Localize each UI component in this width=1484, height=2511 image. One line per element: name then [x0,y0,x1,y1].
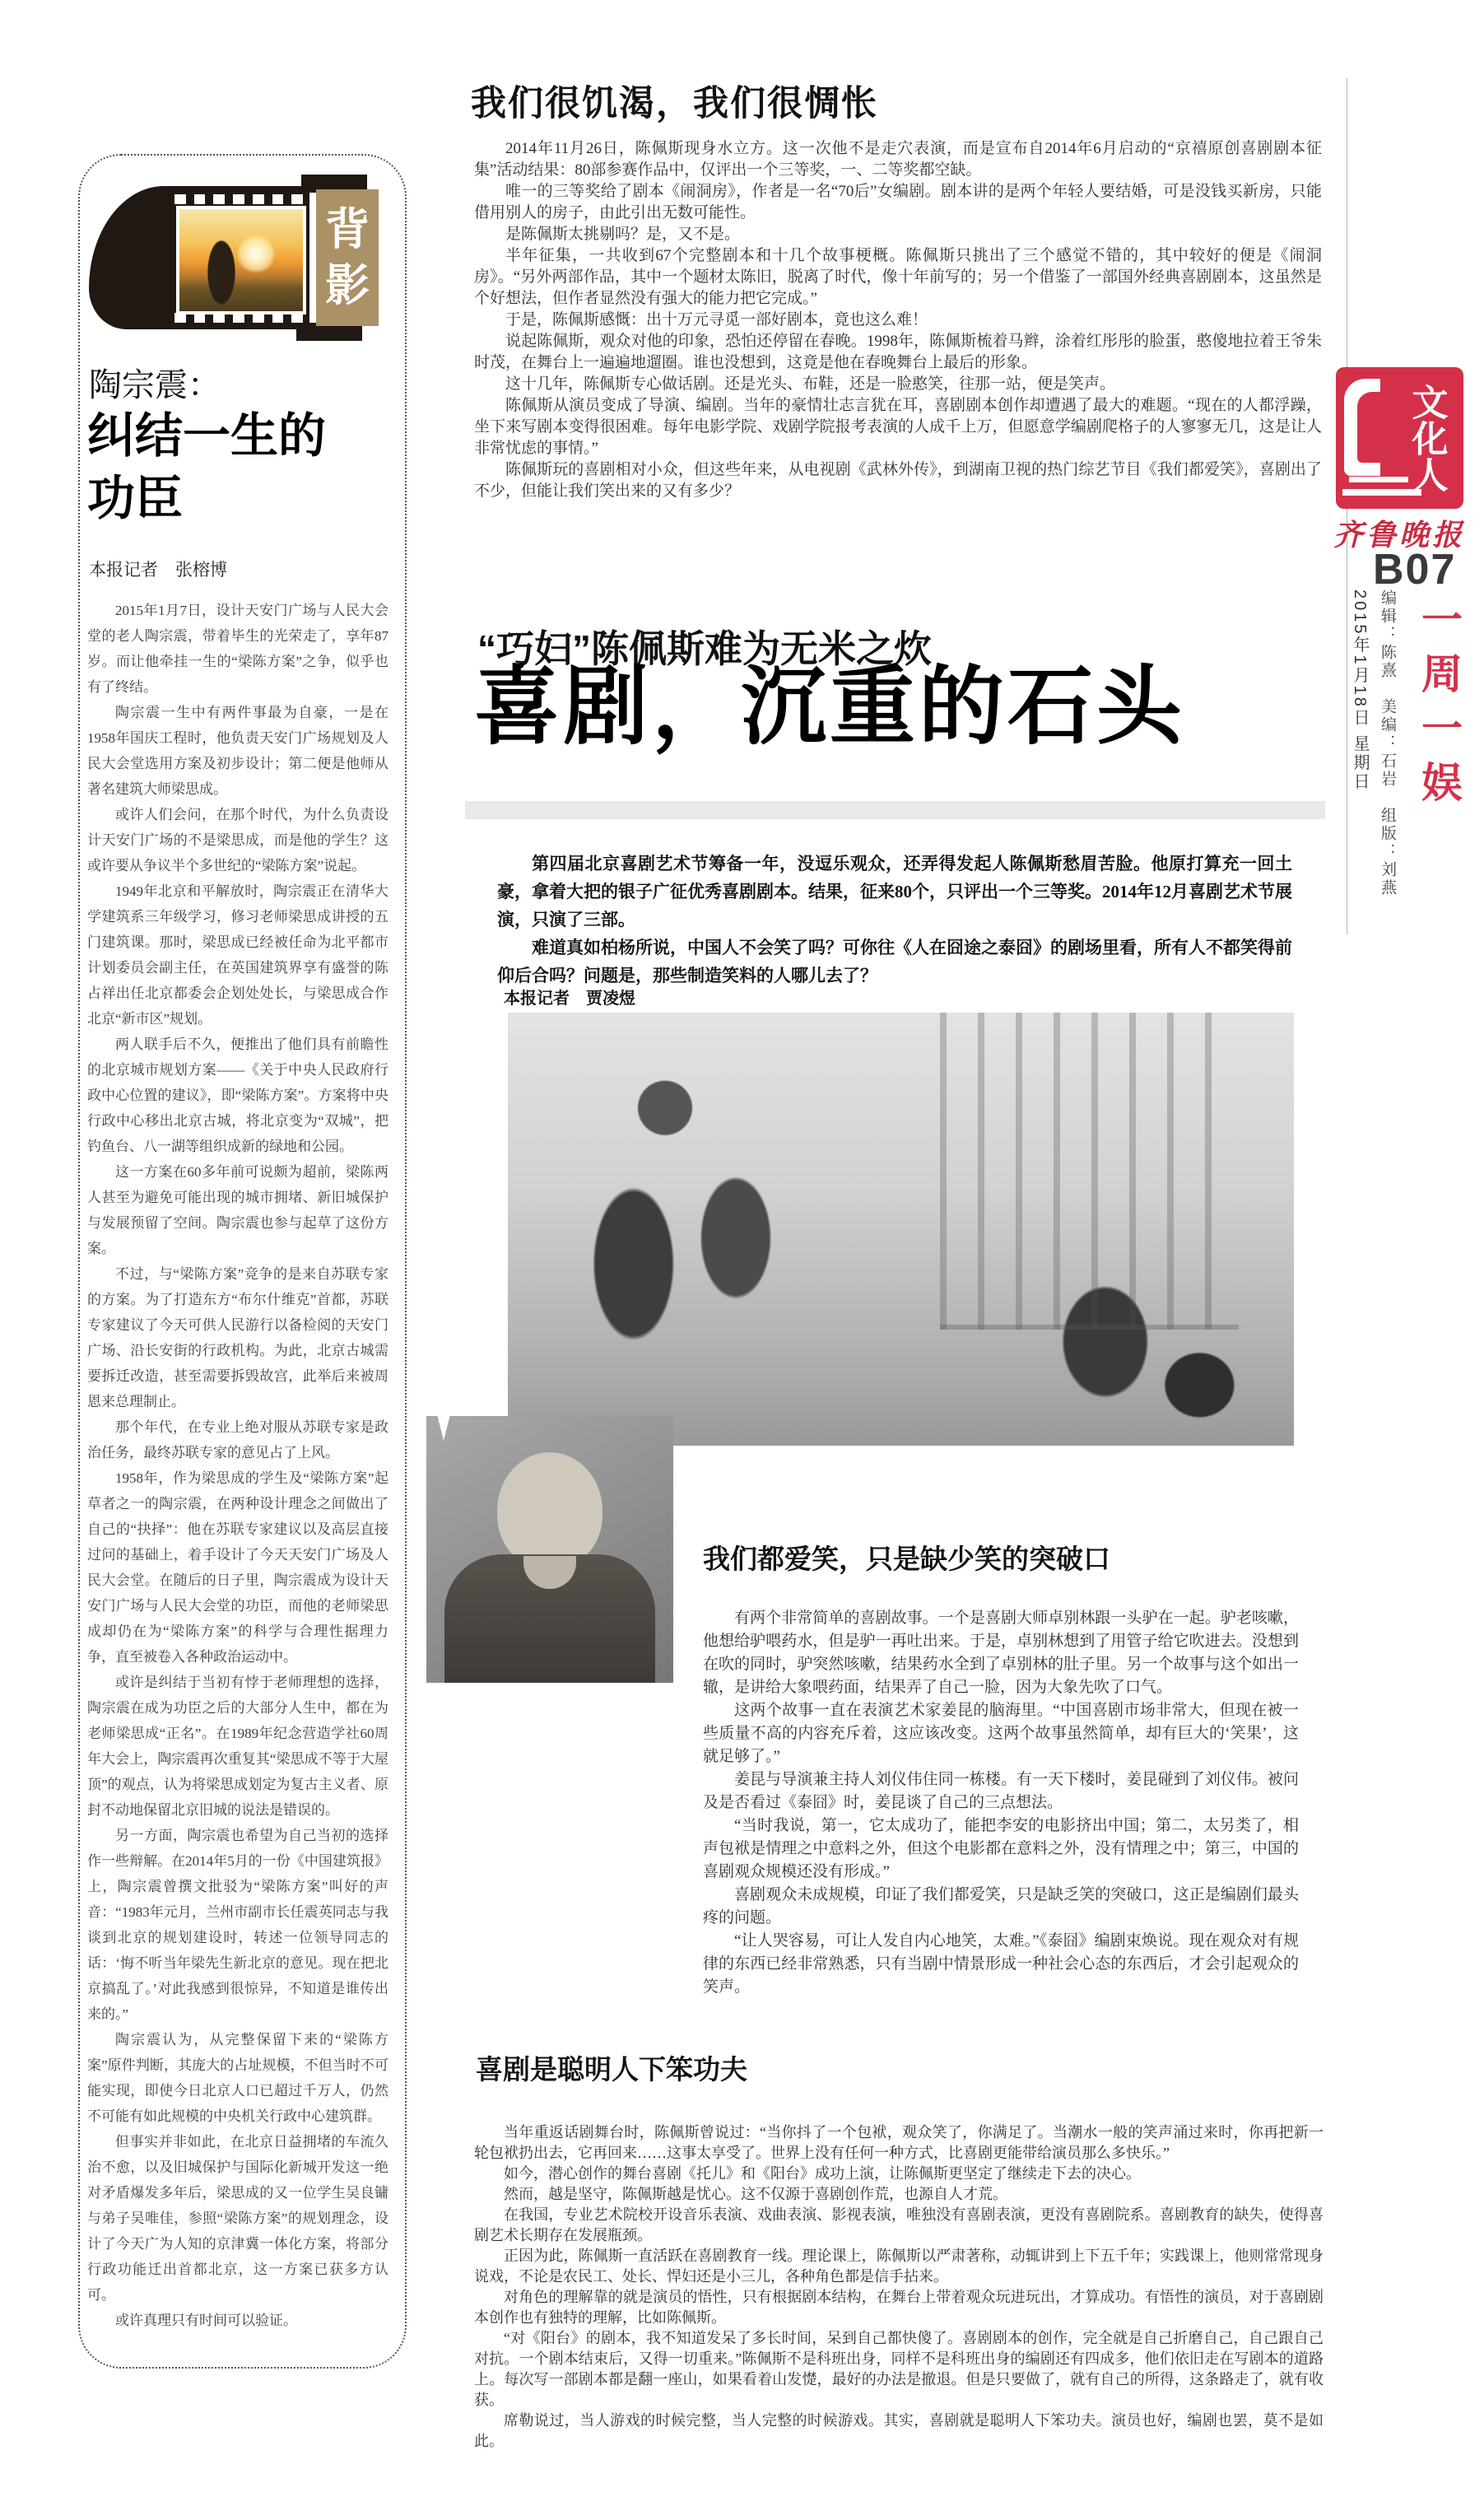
top-article-body [474,138,1322,571]
culture-section-logo [1336,367,1463,509]
paragraph: 这两个故事一直在表演艺术家姜昆的脑海里。“中国喜剧市场非常大，但现在被一些质量不高的内容充斥着，这应该改变。这两个故事虽然简单，却有巨大的‘笑果’，这就足够了。” [703,1702,1299,1765]
sidebar-title-line2: 功臣 [87,472,184,525]
portrait-head [497,1452,602,1569]
paragraph: 陶宗震认为，从完整保留下来的“梁陈方案”原件判断，其庞大的占址规模，不但当时不可能实现，即使今日北京人口已超过千万人，仍然不可能有如此规模的中央机关行政中心建筑群。 [87,2032,388,2124]
stage-performance-photo [508,1013,1294,1446]
paragraph: 在我国，专业艺术院校开设音乐表演、戏曲表演、影视表演，唯独没有喜剧表演，更没有喜剧院系。喜剧教育的缺失，使得喜剧艺术长期存在发展瓶颈。 [474,2206,1324,2243]
paragraph: 半年征集，一共收到67个完整剧本和十几个故事梗概。陈佩斯只挑出了三个感觉不错的，其中较好的便是《闹洞房》。“另外两部作品，其中一个题材太陈旧，脱离了时代，像十年前写的；另一个借鉴了一部国外经典喜剧剧本，这虽然是个好想法，但作者显然没有强大的能力把它完成。” [474,247,1322,307]
paragraph: 2015年1月7日，设计天安门广场与人民大会堂的老人陶宗震，带着毕生的光荣走了，享年87岁。而让他牵挂一生的“梁陈方案”之争，似乎也有了终结。 [87,603,388,695]
paragraph: 如今，潜心创作的舞台喜剧《托儿》和《阳台》成功上演，让陈佩斯更坚定了继续走下去的决心。 [504,2165,1141,2182]
paragraph: 姜昆与导演兼主持人刘仪伟住同一栋楼。有一天下楼时，姜昆碰到了刘仪伟。被问及是否看过《泰囧》时，姜昆谈了自己的三点想法。 [703,1771,1299,1811]
publication-date: 2015年1月18日 星期日 [1351,589,1369,792]
beiying-label-panel [316,189,379,326]
paragraph: 对角色的理解靠的就是演员的悟性，只有根据剧本结构，在舞台上带着观众玩进玩出，才算成功。有悟性的演员，对于喜剧剧本创作也有独特的理解，比如陈佩斯。 [474,2289,1324,2326]
section1-body [703,1607,1299,2029]
column-tab-weekly-entertainment: 一周一娱 [1416,598,1462,815]
paragraph: 陈佩斯从演员变成了导演、编剧。当年的豪情壮志言犹在耳，喜剧剧本创作却遭遇了最大的难题。“现在的人都浮躁，坐下来写剧本变得很困难。每年电影学院、戏剧学院报考表演的人成千上万，但愿意学编剧爬格子的人寥寥无几，这是让人非常忧虑的事情。” [474,397,1322,457]
paragraph: 席勒说过，当人游戏的时候完整，当人完整的时候游戏。其实，喜剧就是聪明人下笨功夫。演员也好，编剧也罢，莫不是如此。 [474,2412,1324,2449]
paragraph: 正因为此，陈佩斯一直活跃在喜剧教育一线。理论课上，陈佩斯以严肃著称，动辄讲到上下五千年；实践课上，他则常常现身说戏，不论是农民工、处长、悍妇还是小三儿，各种角色都是信手拈来。 [474,2248,1324,2285]
paragraph: 但事实并非如此，在北京日益拥堵的车流久治不愈，以及旧城保护与国际化新城开发这一绝对矛盾爆发多年后，梁思成的又一位学生吴良镛与弟子吴唯佳，参照“梁陈方案”的规划理念，设计了今天广为人知的京津冀一体化方案，将部分行政功能迁出首都北京，这一方案已获多方认可。 [87,2134,388,2303]
paragraph: 当年重返话剧舞台时，陈佩斯曾说过：“当你抖了一个包袱，观众笑了，你满足了。当潮水一般的笑声涌过来时，你再把新一轮包袱扔出去，它再回来……这事太享受了。世界上没有任何一种方式，比喜剧更能带给演员那么多快乐。” [474,2124,1324,2161]
feature-headline: 喜剧，沉重的石头 [474,660,1186,755]
section2-heading: 喜剧是聪明人下笨功夫 [476,2054,747,2085]
beiying-char-2: 影 [325,261,370,310]
sidebar-article-body [87,598,388,2343]
paragraph: 1949年北京和平解放时，陶宗震正在清华大学建筑系三年级学习，修习老师梁思成讲授的五门建筑课。那时，梁思成已经被任命为北平都市计划委员会副主任，在英国建筑界享有盛誉的陈占祥出任北京都委会企划处处长，与梁思成合作北京“新市区”规划。 [87,883,388,1027]
culture-logo-text: 文化人 [1406,384,1447,492]
paragraph: 陶宗震一生中有两件事最为自豪，一是在1958年国庆工程时，他负责天安门广场规划及人民大会堂选用方案及初步设计；第二便是他师从著名建筑大师梁思成。 [87,705,388,797]
paragraph: “对《阳台》的剧本，我不知道发呆了多长时间，呆到自己都快傻了。喜剧剧本的创作，完全就是自己折磨自己，自己跟自己对抗。一个剧本结束后，又得一切重来。”陈佩斯不是科班出身，同样不是科班出身的编剧还有四成多，他们依旧走在写剧本的道路上。每次写一部剧本都是翻一座山，如果看着山发憷，最好的办法是撤退。但是只要做了，就有自己的所得，这条路走了，就有收获。 [474,2330,1324,2408]
paragraph: “当时我说，第一，它太成功了，能把李安的电影挤出中国；第二，太另类了，相声包袱是情理之中意料之外，但这个电影都在意料之外，没有情理之中；第三，中国的喜剧观众规模还没有形成。” [703,1817,1299,1880]
paragraph: 有两个非常简单的喜剧故事。一个是喜剧大师卓别林跟一头驴在一起。驴老咳嗽，他想给驴喂药水，但是驴一再吐出来。于是，卓别林想到了用管子给它吹进去。没想到在吹的同时，驴突然咳嗽，结果药水全到了卓别林的肚子里。另一个故事与这个如出一辙，是讲给大象喂药面，结果弄了自己一脸，因为大象先吹了口气。 [703,1610,1299,1696]
sidebar-title-prefix: 陶宗震： [89,367,221,403]
paragraph: 那个年代，在专业上绝对服从苏联专家是政治任务，最终苏联专家的意见占了上风。 [87,1419,388,1460]
paragraph: 喜剧观众未成规模，印证了我们都爱笑，只是缺乏笑的突破口，这正是编剧们最头疼的问题。 [703,1886,1299,1926]
book-base-line-2 [1349,477,1408,482]
page-number: B07 [1373,546,1457,594]
beiying-column-logo [89,175,379,341]
beiying-char-1: 背 [325,205,370,254]
top-article-headline: 我们很饥渴，我们很惆怅 [471,84,878,123]
paragraph: 另一方面，陶宗震也希望为自己当初的选择作一些辩解。在2014年5月的一份《中国建筑报》上，陶宗震曾撰文批驳为“梁陈方案”叫好的声音：“1983年元月，兰州市副市长任震英同志与我谈到北京的规划建设时，转述一位领导同志的话：‘悔不听当年梁先生新北京的意见。现在把北京搞乱了。’对此我感到很惊异，不知道是谁传出来的。” [87,1828,388,2022]
section2-body [474,2122,1324,2495]
paragraph: 不过，与“梁陈方案”竞争的是来自苏联专家的方案。为了打造东方“布尔什维克”首都，苏联专家建议了今天可供人民游行以备检阅的天安门广场、沿长安街的行政机构。为此，北京古城需要拆迁改造，甚至需要拆毁故宫，此举后来被周恩来总理制止。 [87,1266,388,1409]
paragraph: 这一方案在60多年前可说颇为超前，梁陈两人甚至为避免可能出现的城市拥堵、新旧城保护与发展预留了空间。陶宗震也参与起草了这份方案。 [87,1164,388,1256]
paragraph: 这十几年，陈佩斯专心做话剧。还是光头、布鞋，还是一脸憨笑，往那一站，便是笑声。 [505,375,1116,393]
feature-byline: 本报记者 贾凌煜 [504,990,635,1008]
sidebar-title-line1: 纠结一生的 [87,409,327,463]
book-page-inner-shape [1357,392,1380,463]
paragraph: 唯一的三等奖给了剧本《闹洞房》，作者是一名“70后”女编剧。剧本讲的是两个年轻人要结婚，可是没钱买新房，只能借用别人的房子，由此引出无数可能性。 [474,183,1322,221]
feature-kicker: “巧妇”陈佩斯难为无米之炊 [477,627,932,670]
sidebar-byline: 本报记者 张榕博 [89,561,227,580]
paragraph: 然而，越是坚守，陈佩斯越是忧心。这不仅源于喜剧创作荒，也源自人才荒。 [504,2186,1007,2202]
paragraph: “让人哭容易，可让人发自内心地笑，太难。”《泰囧》编剧束焕说。现在观众对有规律的东西已经非常熟悉，只有当剧中情景形成一种社会心态的东西后，才会引起观众的笑声。 [703,1932,1299,1996]
paragraph: 两人联手后不久，便推出了他们具有前瞻性的北京城市规划方案——《关于中央人民政府行政中心位置的建议》，即“梁陈方案”。方案将中央行政中心移出北京古城，将北京变为“双城”，把钓鱼台、八一湖等组织成新的绿地和公园。 [87,1037,388,1154]
sidebar-title [87,405,403,530]
paragraph: 说起陈佩斯，观众对他的印象，恐怕还停留在春晚。1998年，陈佩斯梳着马辫，涂着红彤彤的脸蛋，憨傻地拉着王爷朱时茂，在舞台上一遍遍地遛圈。谁也没想到，这竟是他在春晚舞台上最后的形象。 [474,333,1322,371]
paragraph: 难道真如柏杨所说，中国人不会笑了吗？可你往《人在囧途之泰囧》的剧场里看，所有人不都笑得前仰后合吗？问题是，那些制造笑料的人哪儿去了？ [497,938,1292,985]
paragraph: 第四届北京喜剧艺术节筹备一年，没逗乐观众，还弄得发起人陈佩斯愁眉苦脸。他原打算充一回土豪，拿着大把的银子广征优秀喜剧剧本。结果，征来80个，只评出一个三等奖。2014年12月喜剧艺术节展演，只演了三部。 [497,854,1292,929]
paragraph: 2014年11月26日，陈佩斯现身水立方。这一次他不是走穴表演，而是宣布自2014年6月启动的“京禧原创喜剧剧本征集”活动结果：80部参赛作品中，仅评出一个三等奖，一、二等奖都空缺。 [474,140,1322,179]
culture-logo-label [1401,374,1452,502]
headline-divider-band [465,801,1325,819]
sunset-photo [176,206,306,314]
paragraph: 或许是纠结于当初有悖于老师理想的选择，陶宗震在成为功臣之后的大部分人生中，都在为老师梁思成“正名”。在1989年纪念营造学社60周年大会上，陶宗震再次重复其“梁思成不等于大屋顶”的观点，认为将梁思成划定为复古主义者、原封不动地保留北京旧城的说法是错误的。 [87,1675,388,1818]
paragraph: 于是，陈佩斯感慨：出十万元寻觅一部好剧本，竟也这么难！ [505,311,928,328]
stage-gate-backdrop [940,1013,1239,1330]
paragraph: 1958年，作为梁思成的学生及“梁陈方案”起草者之一的陶宗震，在两种设计理念之间做出了自己的“抉择”：他在苏联专家建议以及高层直接过问的基础上，着手设计了今天天安门广场及人民大会堂。在随后的日子里，陶宗震成为设计天安门广场与人民大会堂的功臣，而他的老师梁思成却仍在为“梁陈方案”的科学与合理性据理力争，直至被卷入各种政治运动中。 [87,1470,388,1665]
staff-credits: 编辑：陈熹 美编：石岩 组版：刘燕 [1379,589,1396,897]
paragraph: 陈佩斯玩的喜剧相对小众，但这些年来，从电视剧《武林外传》，到湖南卫视的热门综艺节目《我们都爱笑》，喜剧出了不少，但能让我们笑出来的又有多少？ [474,461,1322,500]
paragraph: 或许真理只有时间可以验证。 [115,2313,297,2328]
feature-intro [497,850,1292,990]
chen-peisi-portrait [426,1416,673,1683]
paragraph: 或许人们会问，在那个时代，为什么负责设计天安门广场的不是梁思成，而是他的学生？这或许要从争议半个多世纪的“梁陈方案”说起。 [87,807,388,873]
newspaper-name: 齐鲁晚报 [1333,519,1466,552]
filmstrip-sprockets-top [174,194,303,204]
section1-heading: 我们都爱笑，只是缺少笑的突破口 [703,1544,1110,1574]
paragraph: 是陈佩斯太挑剔吗？是，又不是。 [505,226,741,243]
